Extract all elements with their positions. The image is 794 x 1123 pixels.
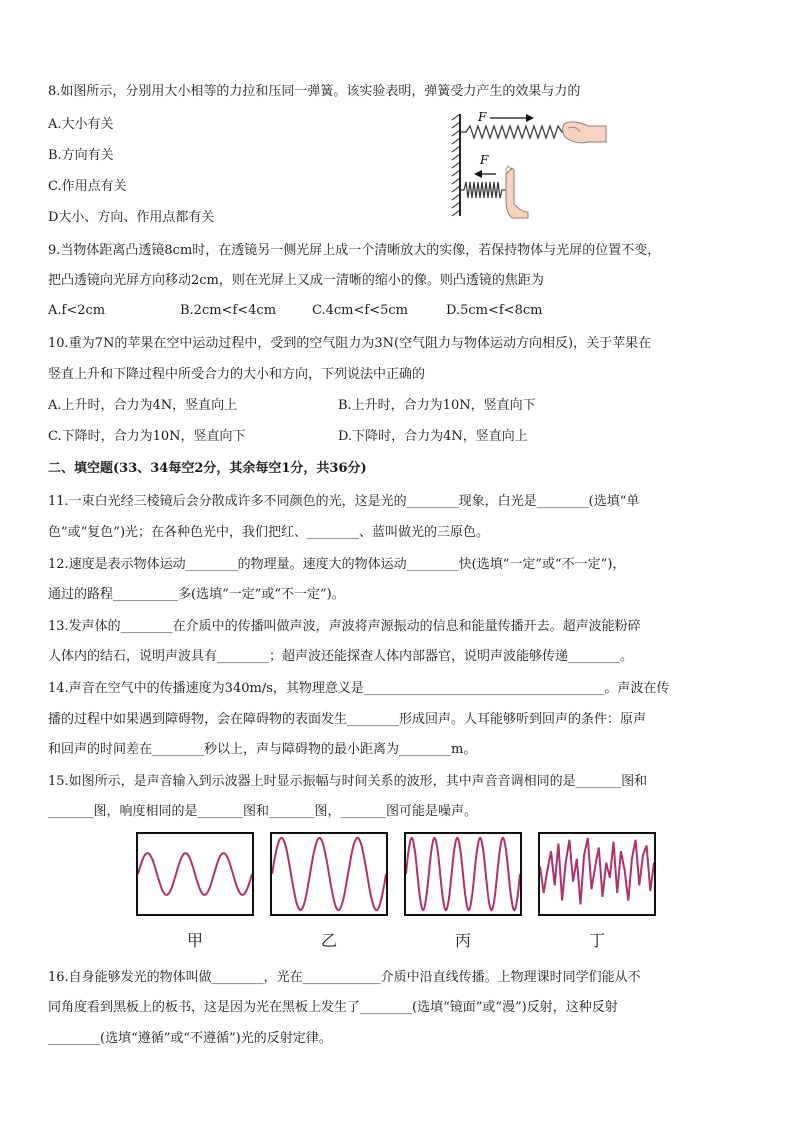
q15-line1: 15.如图所示，是声音输入到示波器上时显示振幅与时间关系的波形，其中声音音调相同的是_______图和	[48, 774, 648, 789]
oscilloscope-panel-bing	[404, 832, 522, 916]
panel-label-jia: 甲	[186, 931, 203, 950]
q10-option-a: A.上升时，合力为4N，竖直向上	[48, 398, 238, 413]
q16-line1: 16.自身能够发光的物体叫做________，光在____________介质中沿直线传播。上物理课时同学们能从不	[48, 970, 641, 985]
q14-line1: 14.声音在空气中的传播速度为340m/s，其物理意义是_____________________________________。声波在传	[48, 681, 670, 696]
oscilloscope-panel-ding	[538, 832, 656, 916]
waveform-3	[540, 838, 654, 905]
q9-option-d: D.5cm<f<8cm	[446, 303, 543, 318]
panel-label-yi: 乙	[320, 931, 337, 950]
q10-option-d: D.下降时，合力为4N，竖直向上	[338, 429, 528, 444]
q9-option-b: B.2cm<f<4cm	[180, 303, 277, 318]
waveform-1	[272, 838, 386, 910]
q12-line1: 12.速度是表示物体运动________的物理量。速度大的物体运动________快(选填“一定”或“不一定”)，	[48, 557, 626, 572]
section-title-fill-in: 二、填空题(33、34每空2分，其余每空1分，共36分)	[48, 461, 367, 476]
q16-line2: 同角度看到黑板上的板书，这是因为光在黑板上发生了________(选填“镜面”或“漫”)反射，这种反射	[48, 1000, 618, 1015]
q10-stem-line2: 竖直上升和下降过程中所受合力的大小和方向，下列说法中正确的	[48, 367, 426, 382]
q10-option-c: C.下降时，合力为10N，竖直向下	[48, 429, 246, 444]
q10-option-b: B.上升时，合力为10N，竖直向下	[338, 398, 536, 413]
q9-stem-line1: 9.当物体距离凸透镜8cm时，在透镜另一侧光屏上成一个清晰放大的实像，若保持物体与光屏的位置不变，	[48, 243, 661, 258]
panel-label-ding: 丁	[588, 931, 605, 950]
q16-line3: ________(选填“遵循”或“不遵循”)光的反射定律。	[48, 1031, 332, 1046]
q8-stem: 8.如图所示，分别用大小相等的力拉和压同一弹簧。该实验表明，弹簧受力产生的效果与力的	[48, 84, 581, 99]
q8-option-d: D大小、方向、作用点都有关	[48, 210, 215, 225]
q10-stem-line1: 10.重为7N的苹果在空中运动过程中，受到的空气阻力为3N(空气阻力与物体运动方向相反)，关于苹果在	[48, 336, 652, 351]
oscilloscope-panel-jia	[136, 832, 254, 916]
oscilloscope-panel-yi	[270, 832, 388, 916]
q8-option-a: A.大小有关	[48, 117, 114, 132]
q13-line2: 人体内的结石，说明声波具有________；超声波还能探查人体内部器官，说明声波能够传递________。	[48, 649, 634, 664]
q8-option-b: B.方向有关	[48, 148, 114, 163]
q9-option-c: C.4cm<f<5cm	[312, 303, 408, 318]
q9-stem-line2: 把凸透镜向光屏方向移动2cm，则在光屏上又成一清晰的缩小的像。则凸透镜的焦距为	[48, 273, 544, 288]
q14-line2: 播的过程中如果遇到障碍物，会在障碍物的表面发生________形成回声。人耳能够听到回声的条件：原声	[48, 712, 647, 727]
q11-line1: 11.一束白光经三棱镜后会分散成许多不同颜色的光，这是光的________现象，白光是________(选填“单	[48, 494, 640, 509]
q11-line2: 色”或“复色”)光；在各种色光中，我们把红、________、蓝叫做光的三原色。	[48, 525, 490, 540]
spring-force-figure	[448, 108, 608, 220]
q14-line3: 和回声的时间差在________秒以上，声与障碍物的最小距离为________m。	[48, 742, 477, 757]
q8-option-c: C.作用点有关	[48, 179, 127, 194]
q13-line1: 13.发声体的________在介质中的传播叫做声波，声波将声源振动的信息和能量传播开去。超声波能粉碎	[48, 619, 641, 634]
q12-line2: 通过的路程__________多(选填“一定”或“不一定”)。	[48, 587, 345, 602]
waveform-2	[406, 838, 520, 910]
force-label-bottom: F	[480, 153, 489, 167]
q15-line2: _______图，响度相同的是_______图和_______图，_______图可能是噪声。	[48, 804, 478, 819]
q9-option-a: A.f<2cm	[48, 303, 106, 318]
panel-label-bing: 丙	[454, 931, 471, 950]
force-label-top: F	[478, 110, 487, 124]
waveform-0	[138, 853, 252, 895]
